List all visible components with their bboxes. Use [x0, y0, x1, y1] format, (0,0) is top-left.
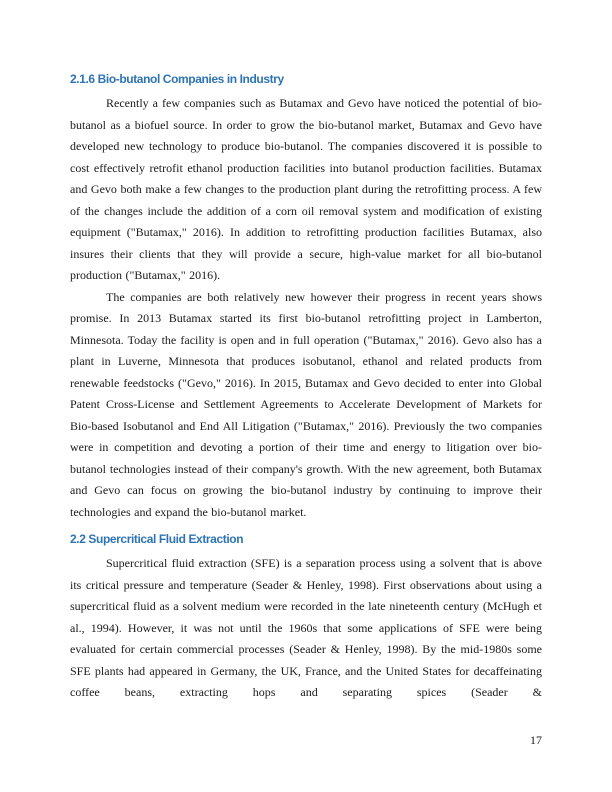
page-number: 17	[530, 733, 542, 747]
paragraph-butamax-gevo-retrofit: Recently a few companies such as Butamax and Gevo have noticed the potential of bio-butanol as a biofuel source. In order to grow the bio-butanol market, Butamax and Gevo have developed new technology to produce bio-butanol. The companies discovered it is possible to cost effectively retrofit ethanol production facilities into butanol production facilities. Butamax and Gevo both make a few changes to the production plant during the retrofitting process. A few of the changes include the addition of a corn oil removal system and modification of existing equipment ("Butamax," 2016). In addition to retrofitting production facilities Butamax, also insures their clients that they will provide a secure, high-value market for all bio-butanol production ("Butamax," 2016).	[70, 96, 542, 282]
paragraph-companies-progress: The companies are both relatively new however their progress in recent years shows promise. In 2013 Butamax started its first bio-butanol retrofitting project in Lamberton, Minnesota. Today the facility is open and in full operation ("Butamax," 2016). Gevo also has a plant in Luverne, Minnesota that produces isobutanol, ethanol and related products from renewable feedstocks ("Gevo," 2016). In 2015, Butamax and Gevo decided to enter into Global Patent Cross-License and Settlement Agreements to Accelerate Development of Markets for Bio-based Isobutanol and End All Litigation ("Butamax," 2016). Previously the two companies were in competition and devoting a portion of their time and energy to litigation over bio-butanol technologies instead of their company's growth. With the new agreement, both Butamax and Gevo can focus on growing the bio-butanol industry by continuing to improve their technologies and expand the bio-butanol market.	[70, 289, 542, 519]
section-heading-supercritical-fluid-extraction: 2.2 Supercritical Fluid Extraction	[70, 532, 244, 546]
paragraph-sfe-history: Supercritical fluid extraction (SFE) is a separation process using a solvent that is above its critical pressure and temperature (Seader & Henley, 1998). First observations about using a supercritical fluid as a solvent medium were recorded in the late nineteenth century (McHugh et al., 1994). However, it was not until the 1960s that some applications of SFE were being evaluated for certain commercial processes (Seader & Henley, 1998). By the mid-1980s some SFE plants had appeared in Germany, the UK, France, and the United States for decaffeinating coffee beans, extracting hops and separating spices (Seader &	[70, 556, 542, 699]
page-content	[70, 0, 542, 704]
section-heading-bio-butanol-companies: 2.1.6 Bio-butanol Companies in Industry	[70, 72, 284, 86]
